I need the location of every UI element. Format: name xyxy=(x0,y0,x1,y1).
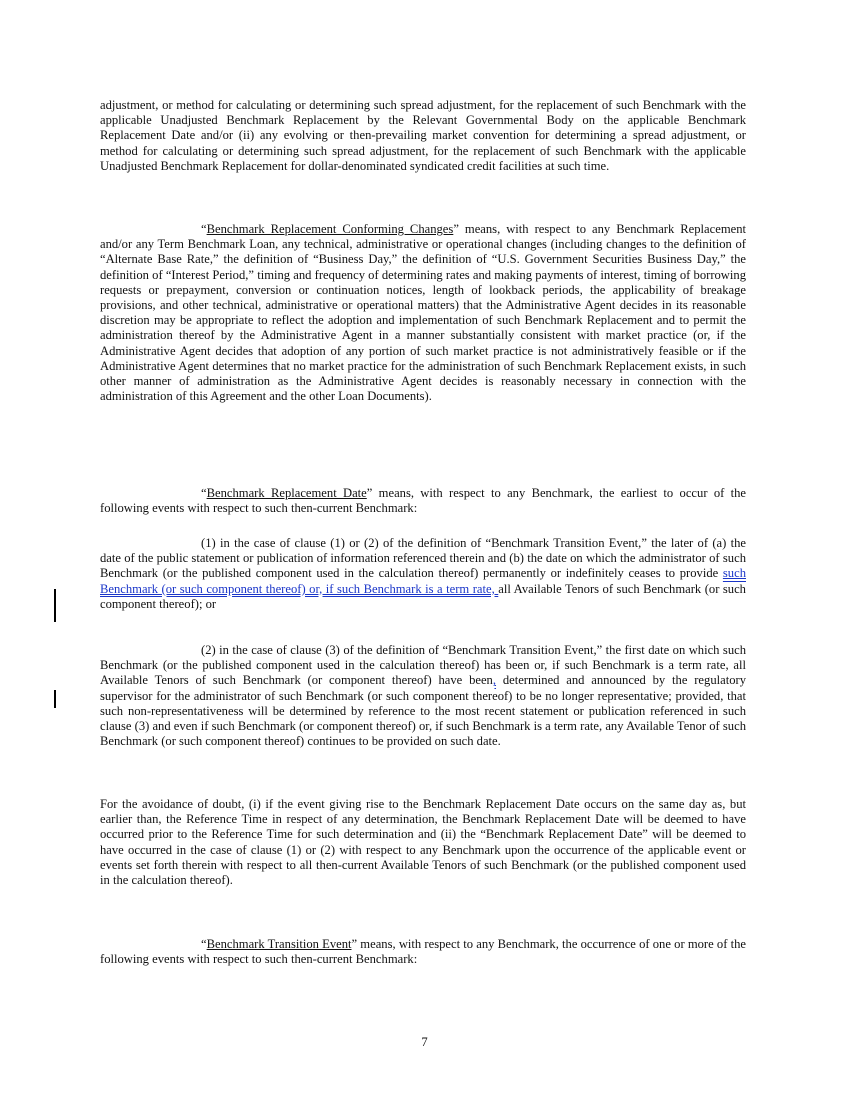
paragraph-clause-2 xyxy=(100,643,746,749)
definition-text: ” means, with respect to any Benchmark, the occurrence of one or more of the following events with respect to such then-current Benchmark: xyxy=(100,937,746,967)
paragraph-replacement-date xyxy=(100,486,746,516)
inserted-text: such Benchmark (or such component thereof) or, if such Benchmark is a term rate, xyxy=(100,566,746,596)
paragraph-spread-adjustment: adjustment, or method for calculating or determining such spread adjustment, for the replacement of such Benchmark with the applicable Unadjusted Benchmark Replacement by the Relevant Governmental Body on the applicable Benchmark Replacement Date and/or (ii) any evolving or then-prevailing market convention for determining a spread adjustment, or method for calculating or determining such spread adjustment, for the replacement of such Benchmark with the applicable Unadjusted Benchmark Replacement for dollar-denominated syndicated credit facilities at such time. xyxy=(100,98,746,173)
clause-text: all Available Tenors of such Benchmark (or such component thereof); or xyxy=(100,581,746,611)
paragraph-clause-1 xyxy=(100,536,746,612)
clause-text: (1) in the case of clause (1) or (2) of the definition of “Benchmark Transition Event,” the later of (a) the date of the public statement or publication of information referenced therein and (b) the date on which the administrator of such Benchmark (or the published component used in the calculation thereof) permanently or indefinitely ceases to provide xyxy=(100,536,746,581)
clause-text: (2) in the case of clause (3) of the definition of “Benchmark Transition Event,” the first date on which such Benchmark (or the published component used in the calculation thereof) has been or, if such Benchmark is a term rate, all Available Tenors of such Benchmark (or component thereof) have been xyxy=(100,643,746,688)
page-number: 7 xyxy=(421,1035,428,1049)
revision-change-bar xyxy=(54,690,56,708)
open-quote: “ xyxy=(201,486,207,500)
definition-text: ” means, with respect to any Benchmark, the earliest to occur of the following events with respect to such then-current Benchmark: xyxy=(100,486,747,516)
defined-term-conforming-changes: Benchmark Replacement Conforming Changes xyxy=(206,222,454,236)
inserted-text: , xyxy=(492,673,497,688)
open-quote: “ xyxy=(201,222,207,236)
defined-term-transition-event: Benchmark Transition Event xyxy=(206,937,352,951)
paragraph-avoidance-of-doubt: For the avoidance of doubt, (i) if the event giving rise to the Benchmark Replacement Date occurs on the same day as, but earlier than, the Reference Time in respect of any determination, the Benchmark Replacement Date will be deemed to have occurred prior to the Reference Time for such determination and (ii) the “Benchmark Replacement Date” will be deemed to have occurred in the case of clause (1) or (2) with respect to any Benchmark upon the occurrence of the applicable event or events set forth therein with respect to all then-current Available Tenors of such Benchmark (or the published component used in the calculation thereof). xyxy=(100,797,746,888)
open-quote: “ xyxy=(201,937,207,951)
clause-text: determined and announced by the regulatory supervisor for the administrator of such Benchmark (or such component thereof) to be no longer representative; provided, that such non-representativeness will be determined by reference to the most recent statement or publication referenced in such clause (3) and even if such Benchmark (or component thereof) or, if such Benchmark is a term rate, any Available Tenor of such Benchmark (or such component thereof) continues to be provided on such date. xyxy=(100,673,746,749)
definition-text: ” means, with respect to any Benchmark Replacement and/or any Term Benchmark Loan, any technical, administrative or operational changes (including changes to the definition of “Alternate Base Rate,” the definition of “Business Day,” the definition of “U.S. Government Securities Business Day,” the definition of “Interest Period,” timing and frequency of determining rates and making payments of interest, timing of borrowing requests or prepayment, conversion or continuation notices, length of lookback periods, the applicability of breakage provisions, and other technical, administrative or operational matters) that the Administrative Agent decides in its reasonable discretion may be appropriate to reflect the adoption and implementation of such Benchmark Replacement and to permit the administration thereof by the Administrative Agent in a manner substantially consistent with market practice (or, if the Administrative Agent decides that adoption of any portion of such market practice is not administratively feasible or if the Administrative Agent determines that no market practice for the administration of such Benchmark Replacement exists, in such other manner of administration as the Administrative Agent decides is reasonably necessary in connection with the administration of this Agreement and the other Loan Documents). xyxy=(100,222,747,404)
revision-change-bar xyxy=(54,589,56,622)
paragraph-transition-event xyxy=(100,937,746,967)
paragraph-conforming-changes xyxy=(100,222,746,404)
defined-term-replacement-date: Benchmark Replacement Date xyxy=(206,486,367,500)
